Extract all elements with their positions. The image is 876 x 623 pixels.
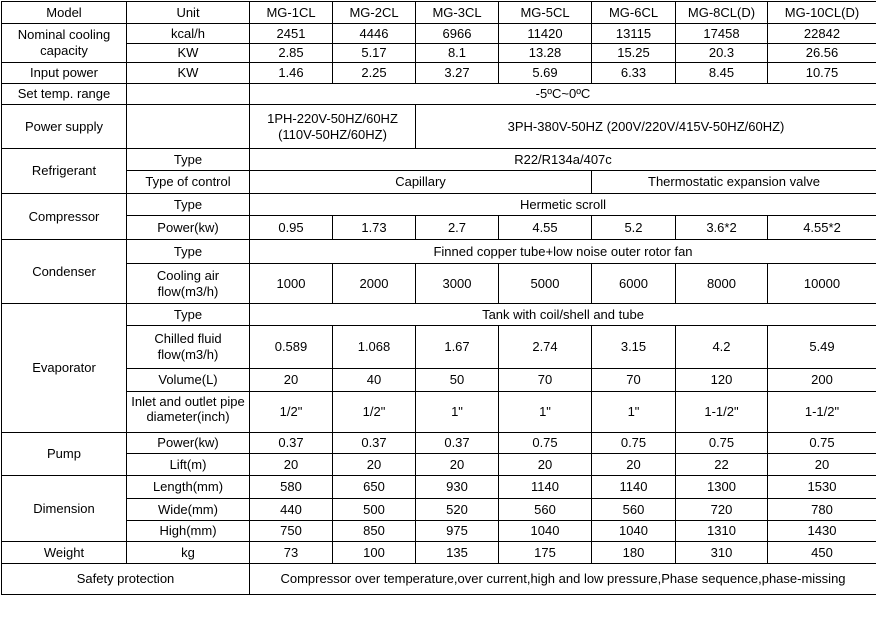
value-cell: 0.75 bbox=[592, 433, 676, 454]
value-cell: 20 bbox=[768, 454, 876, 476]
value-cell: 73 bbox=[250, 542, 333, 564]
value-cell: 975 bbox=[416, 521, 499, 542]
value-cell: 930 bbox=[416, 476, 499, 499]
value-cell: 5.17 bbox=[333, 44, 416, 63]
value-cell: 500 bbox=[333, 499, 416, 521]
value-cell: 175 bbox=[499, 542, 592, 564]
value-cell: 11420 bbox=[499, 24, 592, 44]
value-cell: 1.67 bbox=[416, 326, 499, 369]
value-cell: 20 bbox=[499, 454, 592, 476]
value-cell: 22842 bbox=[768, 24, 876, 44]
evaporator-type-value: Tank with coil/shell and tube bbox=[250, 304, 876, 326]
set-temp-row bbox=[2, 84, 876, 105]
control-capillary: Capillary bbox=[250, 171, 592, 194]
sub-label: Type bbox=[127, 149, 250, 171]
value-cell: 1040 bbox=[499, 521, 592, 542]
sub-label: Cooling air flow(m3/h) bbox=[127, 264, 250, 304]
value-cell: 3.6*2 bbox=[676, 216, 768, 240]
value-cell: 10000 bbox=[768, 264, 876, 304]
value-cell: 1310 bbox=[676, 521, 768, 542]
value-cell: 1300 bbox=[676, 476, 768, 499]
row-label: Input power bbox=[2, 63, 127, 84]
compressor-label: Compressor bbox=[2, 194, 127, 240]
value-cell: 13.28 bbox=[499, 44, 592, 63]
value-cell: 440 bbox=[250, 499, 333, 521]
value-cell: 200 bbox=[768, 369, 876, 392]
sub-label: High(mm) bbox=[127, 521, 250, 542]
value-cell: 1040 bbox=[592, 521, 676, 542]
value-cell: 2.7 bbox=[416, 216, 499, 240]
value-cell: 0.75 bbox=[499, 433, 592, 454]
row-label: Weight bbox=[2, 542, 127, 564]
value-cell: 10.75 bbox=[768, 63, 876, 84]
value-cell: 3.27 bbox=[416, 63, 499, 84]
value-cell: 1" bbox=[499, 392, 592, 433]
value-cell: 2451 bbox=[250, 24, 333, 44]
value-cell: 1-1/2" bbox=[768, 392, 876, 433]
condenser-label: Condenser bbox=[2, 240, 127, 304]
refrigerant-type-value: R22/R134a/407c bbox=[250, 149, 876, 171]
sub-label: Volume(L) bbox=[127, 369, 250, 392]
header-model-name: MG-5CL bbox=[499, 2, 592, 24]
dimension-length-row bbox=[2, 476, 876, 499]
safety-value: Compressor over temperature,over current,high and low pressure,Phase sequence,phase-missing bbox=[250, 564, 876, 595]
value-cell: 13115 bbox=[592, 24, 676, 44]
value-cell: 120 bbox=[676, 369, 768, 392]
value-cell: 780 bbox=[768, 499, 876, 521]
weight-row bbox=[2, 542, 876, 564]
value-cell: 1" bbox=[416, 392, 499, 433]
compressor-type-value: Hermetic scroll bbox=[250, 194, 876, 216]
value-cell: 5.69 bbox=[499, 63, 592, 84]
value-cell: 1.73 bbox=[333, 216, 416, 240]
sub-label: Type bbox=[127, 304, 250, 326]
value-cell: 0.95 bbox=[250, 216, 333, 240]
value-cell: 4.2 bbox=[676, 326, 768, 369]
value-cell: 8.45 bbox=[676, 63, 768, 84]
spec-table bbox=[1, 1, 876, 595]
value-cell: 4446 bbox=[333, 24, 416, 44]
value-cell: 8.1 bbox=[416, 44, 499, 63]
header-model-name: MG-3CL bbox=[416, 2, 499, 24]
sub-label: Type bbox=[127, 240, 250, 264]
value-cell: 1.46 bbox=[250, 63, 333, 84]
header-unit: Unit bbox=[127, 2, 250, 24]
sub-label: Lift(m) bbox=[127, 454, 250, 476]
value-cell: 6000 bbox=[592, 264, 676, 304]
value-cell: 6.33 bbox=[592, 63, 676, 84]
value-cell: 1140 bbox=[499, 476, 592, 499]
dimension-wide-row bbox=[2, 499, 876, 521]
value-cell: 17458 bbox=[676, 24, 768, 44]
condenser-type-value: Finned copper tube+low noise outer rotor fan bbox=[250, 240, 876, 264]
value-cell: 0.37 bbox=[333, 433, 416, 454]
row-label: Set temp. range bbox=[2, 84, 127, 105]
value-cell: 1140 bbox=[592, 476, 676, 499]
sub-label: Power(kw) bbox=[127, 216, 250, 240]
refrigerant-type-row bbox=[2, 149, 876, 171]
value-cell: 1430 bbox=[768, 521, 876, 542]
control-expansion-valve: Thermostatic expansion valve bbox=[592, 171, 876, 194]
cooling-capacity-label: Nominal cooling capacity bbox=[2, 24, 127, 63]
cooling-kw-row bbox=[2, 44, 876, 63]
dimension-label: Dimension bbox=[2, 476, 127, 542]
unit-cell: kcal/h bbox=[127, 24, 250, 44]
value-cell: 2.74 bbox=[499, 326, 592, 369]
evaporator-pipe-row bbox=[2, 392, 876, 433]
compressor-type-row bbox=[2, 194, 876, 216]
header-model-name: MG-2CL bbox=[333, 2, 416, 24]
value-cell: 650 bbox=[333, 476, 416, 499]
value-cell: 0.37 bbox=[250, 433, 333, 454]
pump-label: Pump bbox=[2, 433, 127, 476]
sub-label: Chilled fluid flow(m3/h) bbox=[127, 326, 250, 369]
input-power-row bbox=[2, 63, 876, 84]
value-cell: 3.15 bbox=[592, 326, 676, 369]
value-cell: 5.49 bbox=[768, 326, 876, 369]
value-cell: 5.2 bbox=[592, 216, 676, 240]
dimension-high-row bbox=[2, 521, 876, 542]
evaporator-type-row bbox=[2, 304, 876, 326]
safety-row bbox=[2, 564, 876, 595]
value-cell: 15.25 bbox=[592, 44, 676, 63]
unit-cell bbox=[127, 84, 250, 105]
pump-lift-row bbox=[2, 454, 876, 476]
value-cell: 20.3 bbox=[676, 44, 768, 63]
value-cell: 1000 bbox=[250, 264, 333, 304]
power-supply-three-phase: 3PH-380V-50HZ (200V/220V/415V-50HZ/60HZ) bbox=[416, 105, 876, 149]
sub-label: Type bbox=[127, 194, 250, 216]
sub-label: Type of control bbox=[127, 171, 250, 194]
evaporator-volume-row bbox=[2, 369, 876, 392]
value-cell: 720 bbox=[676, 499, 768, 521]
value-cell: 2.85 bbox=[250, 44, 333, 63]
value-cell: 1530 bbox=[768, 476, 876, 499]
cooling-kcal-row bbox=[2, 24, 876, 44]
condenser-air-row bbox=[2, 264, 876, 304]
value-cell: 5000 bbox=[499, 264, 592, 304]
header-model-name: MG-10CL(D) bbox=[768, 2, 876, 24]
refrigerant-control-row bbox=[2, 171, 876, 194]
sub-label: Length(mm) bbox=[127, 476, 250, 499]
value-cell: 2000 bbox=[333, 264, 416, 304]
condenser-type-row bbox=[2, 240, 876, 264]
value-cell: 1/2" bbox=[333, 392, 416, 433]
header-model-name: MG-6CL bbox=[592, 2, 676, 24]
pipe-diameter-label: Inlet and outlet pipe diameter(inch) bbox=[129, 394, 247, 430]
unit-cell: kg bbox=[127, 542, 250, 564]
value-cell: 1-1/2" bbox=[676, 392, 768, 433]
value-cell: 1/2" bbox=[250, 392, 333, 433]
value-cell: 70 bbox=[499, 369, 592, 392]
value-cell: 100 bbox=[333, 542, 416, 564]
refrigerant-label: Refrigerant bbox=[2, 149, 127, 194]
evaporator-label: Evaporator bbox=[2, 304, 127, 433]
value-cell: 0.589 bbox=[250, 326, 333, 369]
value-cell: 1" bbox=[592, 392, 676, 433]
value-cell: 20 bbox=[333, 454, 416, 476]
header-model: Model bbox=[2, 2, 127, 24]
pump-power-row bbox=[2, 433, 876, 454]
value-cell: 850 bbox=[333, 521, 416, 542]
value-cell: 0.75 bbox=[676, 433, 768, 454]
header-model-name: MG-8CL(D) bbox=[676, 2, 768, 24]
value-cell: 4.55*2 bbox=[768, 216, 876, 240]
value-cell: 50 bbox=[416, 369, 499, 392]
value-cell: 180 bbox=[592, 542, 676, 564]
value-cell: 26.56 bbox=[768, 44, 876, 63]
value-cell: 2.25 bbox=[333, 63, 416, 84]
value-cell: 520 bbox=[416, 499, 499, 521]
value-cell: 40 bbox=[333, 369, 416, 392]
evaporator-flow-row bbox=[2, 326, 876, 369]
value-cell: 20 bbox=[250, 454, 333, 476]
value-cell: 8000 bbox=[676, 264, 768, 304]
sub-label bbox=[127, 392, 250, 433]
value-cell: 20 bbox=[592, 454, 676, 476]
value-cell: 0.37 bbox=[416, 433, 499, 454]
value-cell: 580 bbox=[250, 476, 333, 499]
value-cell: 135 bbox=[416, 542, 499, 564]
row-label: Power supply bbox=[2, 105, 127, 149]
value-cell: 750 bbox=[250, 521, 333, 542]
value-cell: 3000 bbox=[416, 264, 499, 304]
value-cell: 20 bbox=[250, 369, 333, 392]
value-cell: 560 bbox=[592, 499, 676, 521]
value-cell: 4.55 bbox=[499, 216, 592, 240]
power-supply-single-phase: 1PH-220V-50HZ/60HZ (110V-50HZ/60HZ) bbox=[250, 105, 416, 149]
value-cell: 560 bbox=[499, 499, 592, 521]
header-row bbox=[2, 2, 876, 24]
unit-cell: KW bbox=[127, 44, 250, 63]
header-model-name: MG-1CL bbox=[250, 2, 333, 24]
value-cell: 0.75 bbox=[768, 433, 876, 454]
value-cell: 1.068 bbox=[333, 326, 416, 369]
value-cell: 6966 bbox=[416, 24, 499, 44]
sub-label: Power(kw) bbox=[127, 433, 250, 454]
safety-label: Safety protection bbox=[2, 564, 250, 595]
unit-cell bbox=[127, 105, 250, 149]
value-cell: 22 bbox=[676, 454, 768, 476]
value-cell: 20 bbox=[416, 454, 499, 476]
value-cell: 450 bbox=[768, 542, 876, 564]
set-temp-value: -5ºC~0ºC bbox=[250, 84, 876, 105]
compressor-power-row bbox=[2, 216, 876, 240]
power-supply-row bbox=[2, 105, 876, 149]
sub-label: Wide(mm) bbox=[127, 499, 250, 521]
unit-cell: KW bbox=[127, 63, 250, 84]
value-cell: 70 bbox=[592, 369, 676, 392]
value-cell: 310 bbox=[676, 542, 768, 564]
